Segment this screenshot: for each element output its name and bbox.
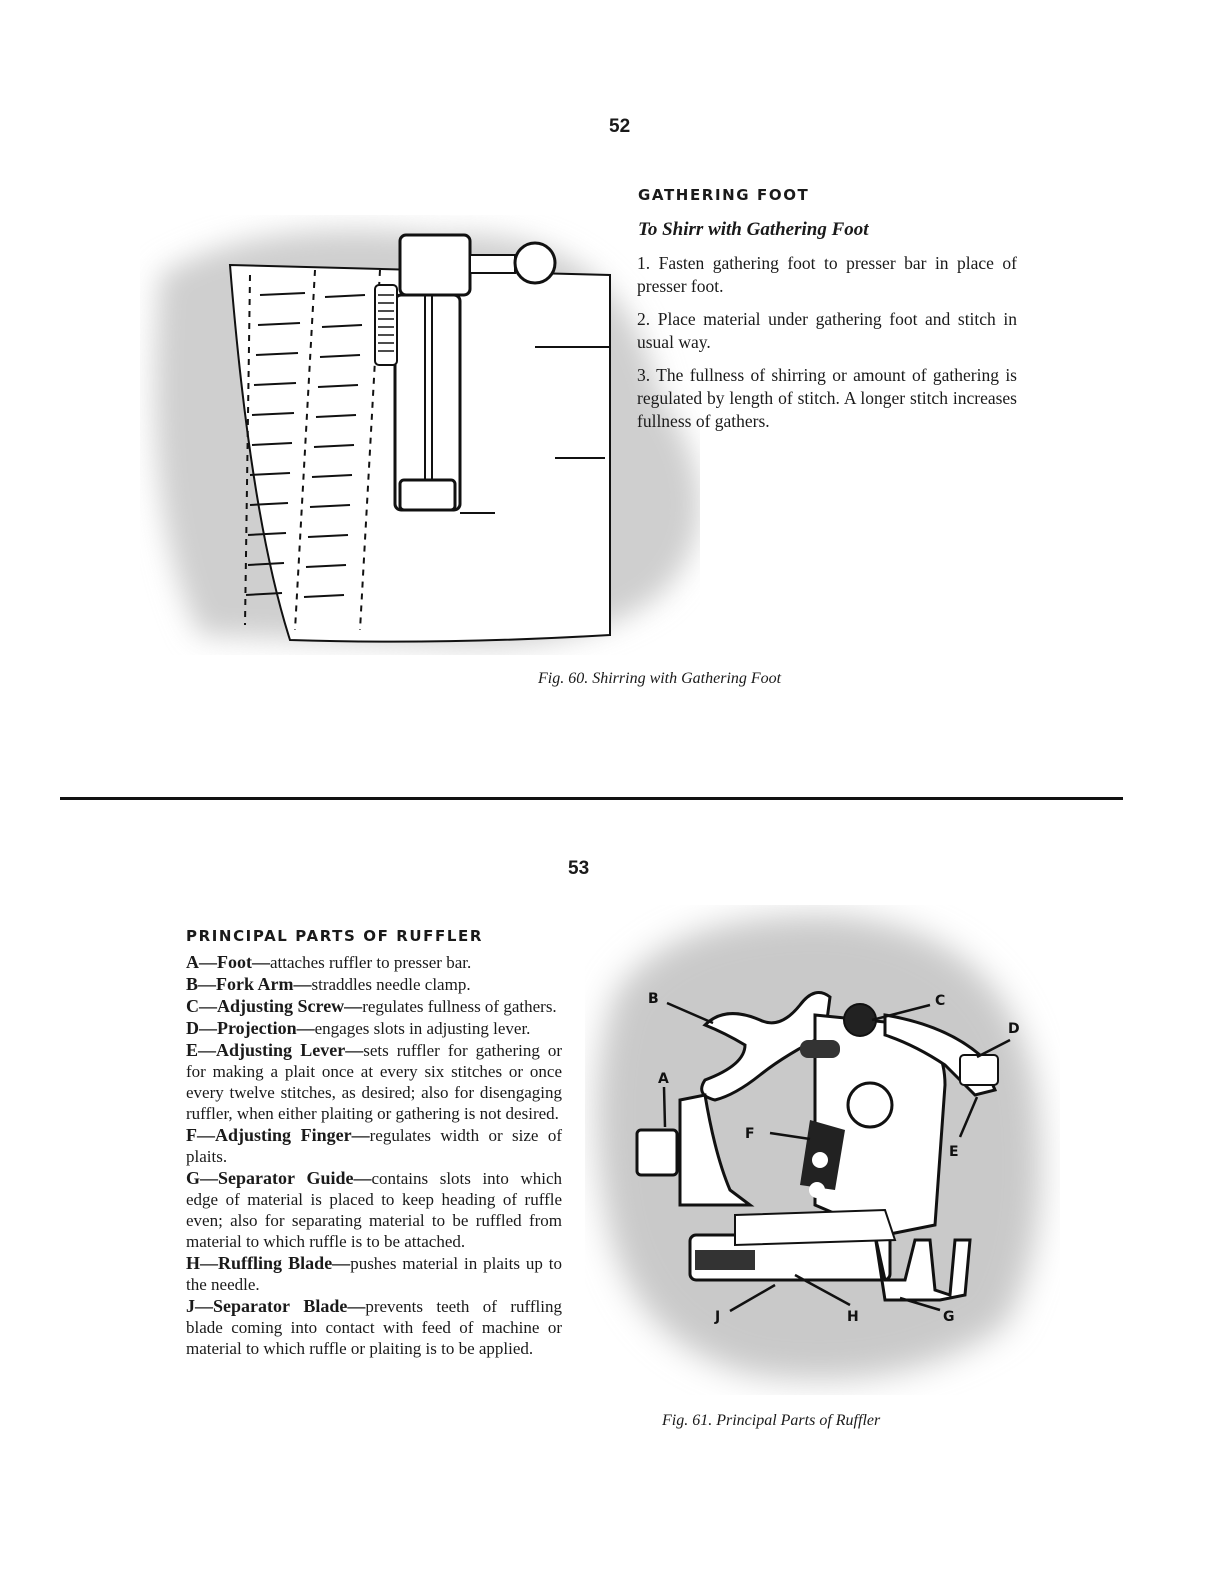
part-j <box>186 1296 562 1359</box>
figure-label-f: F <box>745 1126 755 1142</box>
figure-label-b: B <box>648 991 659 1007</box>
part-label: G—Separator Guide— <box>186 1168 372 1188</box>
section-heading-ruffler: PRINCIPAL PARTS OF RUFFLER <box>186 927 484 945</box>
part-label: F—Adjusting Finger— <box>186 1125 370 1145</box>
part-description: prevents teeth of ruffling blade coming into contact with feed of machine or material to which ruffle or plaiting is to be applied. <box>186 1297 562 1358</box>
page-number-top: 52 <box>609 116 631 137</box>
part-description: regulates width or size of plaits. <box>186 1126 562 1166</box>
figure-label-j: J <box>715 1309 721 1325</box>
subheading-shirr: To Shirr with Gathering Foot <box>638 219 869 240</box>
part-description: sets ruffler for gathering or for making a plait once at every six stitches or once every twelve stitches, as desired; also for disengaging ruffler, when either plaiting or gathering is not desired. <box>186 1041 562 1123</box>
gathering-steps <box>637 252 1017 443</box>
figure-61-caption: Fig. 61. Principal Parts of Ruffler <box>662 1412 881 1429</box>
figure-label-a: A <box>658 1071 669 1087</box>
figure-label-c: C <box>935 993 946 1009</box>
figure-label-d: D <box>1008 1021 1020 1037</box>
figure-61-ruffler-illustration <box>585 905 1060 1395</box>
step-3 <box>637 364 1017 433</box>
ruffler-parts-list <box>186 952 562 1360</box>
part-label: D—Projection— <box>186 1018 315 1038</box>
figure-label-g: G <box>943 1309 955 1325</box>
step-number: 1. <box>637 253 651 273</box>
figure-60-caption: Fig. 60. Shirring with Gathering Foot <box>538 670 782 687</box>
part-label: J—Separator Blade— <box>186 1296 366 1316</box>
part-description: engages slots in adjusting lever. <box>314 1019 531 1038</box>
part-c <box>186 996 562 1017</box>
part-f <box>186 1125 562 1167</box>
part-label: B—Fork Arm— <box>186 974 312 994</box>
step-number: 3. <box>637 365 651 385</box>
part-label: A—Foot— <box>186 952 270 972</box>
part-a <box>186 952 562 973</box>
step-text: The fullness of shirring or amount of gathering is regulated by length of stitch. A longer stitch increases fullness of gathers. <box>637 365 1017 431</box>
part-description: regulates fullness of gathers. <box>362 997 557 1016</box>
part-description: pushes material in plaits up to the needle. <box>186 1254 562 1294</box>
figure-label-e: E <box>949 1144 959 1160</box>
part-description: straddles needle clamp. <box>311 975 471 994</box>
part-b <box>186 974 562 995</box>
figure-60-shirring-illustration <box>140 215 700 655</box>
step-1 <box>637 252 1017 298</box>
page-divider <box>60 797 1123 800</box>
step-number: 2. <box>637 309 651 329</box>
step-2 <box>637 308 1017 354</box>
part-description: attaches ruffler to presser bar. <box>270 953 472 972</box>
part-g <box>186 1168 562 1252</box>
step-text: Place material under gathering foot and stitch in usual way. <box>637 309 1018 352</box>
section-heading-gathering-foot: GATHERING FOOT <box>638 186 810 204</box>
part-e <box>186 1040 562 1124</box>
part-description: contains slots into which edge of material is placed to keep heading of ruffle even; also for separating material to be ruffled from material to which ruffle is to be attached. <box>186 1169 562 1251</box>
part-h <box>186 1253 562 1295</box>
figure-label-h: H <box>847 1309 859 1325</box>
part-d <box>186 1018 562 1039</box>
part-label: H—Ruffling Blade— <box>186 1253 351 1273</box>
step-text: Fasten gathering foot to presser bar in place of presser foot. <box>637 253 1018 296</box>
page-number-bottom: 53 <box>568 858 590 879</box>
part-label: C—Adjusting Screw— <box>186 996 363 1016</box>
part-label: E—Adjusting Lever— <box>186 1040 364 1060</box>
